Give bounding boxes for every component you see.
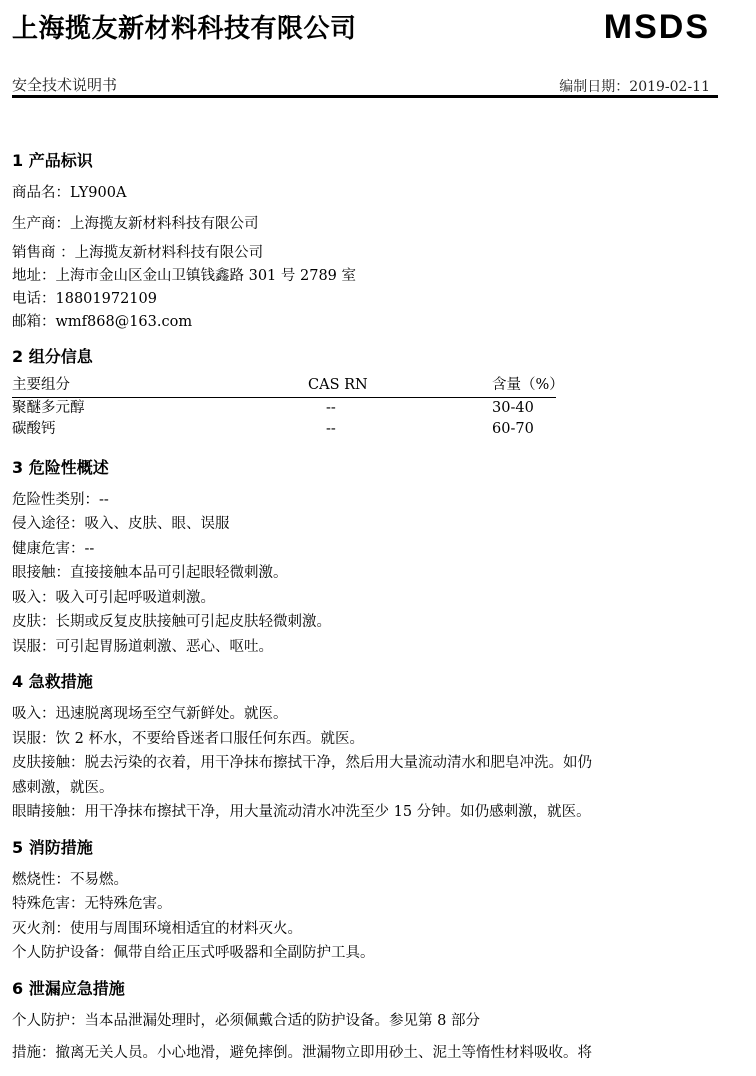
section-title: 1 产品标识: [12, 151, 93, 170]
table-cell: 60-70: [492, 421, 534, 437]
table-cell: 碳酸钙: [12, 421, 56, 437]
first-aid-line: 吸入：迅速脱离现场至空气新鲜处。就医。: [12, 706, 288, 722]
email-line: 邮箱：wmf868@163.com: [12, 314, 193, 330]
seller-line: 销售商 ：上海揽友新材料科技有限公司: [12, 245, 264, 261]
table-cell: 聚醚多元醇: [12, 399, 85, 416]
hazard-line: 侵入途径：吸入、皮肤、眼、误服: [12, 516, 230, 532]
section-title: 2 组分信息: [12, 347, 93, 366]
section-composition: [12, 344, 722, 441]
table-cell: --: [326, 399, 336, 416]
firefighting-line: 燃烧性：不易燃。: [12, 871, 128, 888]
phone-line: 电话：18801972109: [12, 291, 157, 307]
section-title: 6 泄漏应急措施: [12, 978, 125, 998]
date-value: 2019-02-11: [629, 79, 710, 95]
document-body: [12, 148, 722, 1076]
manufacturer-line: 生产商：上海揽友新材料科技有限公司: [12, 215, 259, 232]
section-first-aid: [12, 669, 722, 825]
section-title: 3 危险性概述: [12, 457, 109, 477]
section-title: 5 消防措施: [12, 837, 93, 857]
column-header: 含量（%）: [492, 377, 564, 393]
compile-date: [559, 76, 710, 96]
document-header: [0, 0, 756, 100]
table-cell: 30-40: [492, 399, 534, 416]
hazard-line: 误服：可引起胃肠道刺激、恶心、呕吐。: [12, 638, 273, 655]
hazard-line: 皮肤：长期或反复皮肤接触可引起皮肤轻微刺激。: [12, 614, 331, 630]
spill-line: 措施：撤离无关人员。小心地滑，避免摔倒。泄漏物立即用砂土、泥土等惰性材料吸收。将: [12, 1045, 592, 1061]
first-aid-line: 皮肤接触：脱去污染的衣着，用干净抹布擦拭干净，然后用大量流动清水和肥皂冲洗。如仍: [12, 755, 592, 771]
hazard-line: 眼接触：直接接触本品可引起眼轻微刺激。: [12, 565, 288, 581]
product-name-line: 商品名：LY900A: [12, 185, 127, 201]
header-rule: [12, 95, 718, 98]
table-row: [12, 419, 556, 441]
section-firefighting: [12, 835, 722, 966]
section-hazards: [12, 455, 722, 660]
hazard-line: 健康危害：--: [12, 540, 95, 557]
date-label: 编制日期：: [559, 79, 630, 95]
section-spill-response: [12, 976, 722, 1066]
spill-line: 个人防护：当本品泄漏处理时，必须佩戴合适的防护设备。参见第 8 部分: [12, 1012, 480, 1029]
msds-logo: MSDS: [603, 8, 710, 46]
firefighting-line: 个人防护设备：佩带自给正压式呼吸器和全副防护工具。: [12, 945, 375, 961]
table-header-row: [12, 375, 564, 398]
firefighting-line: 灭火剂：使用与周围环境相适宜的材料灭火。: [12, 920, 302, 937]
section-product-identification: [12, 148, 722, 334]
hazard-line: 吸入：吸入可引起呼吸道刺激。: [12, 589, 215, 606]
column-header: 主要组分: [12, 377, 70, 393]
document-subtitle: 安全技术说明书: [12, 76, 118, 94]
table-cell: --: [326, 421, 336, 437]
firefighting-line: 特殊危害：无特殊危害。: [12, 896, 172, 912]
first-aid-line: 误服：饮 2 杯水，不要给昏迷者口服任何东西。就医。: [12, 730, 364, 747]
first-aid-line: 感刺激，就医。: [12, 779, 114, 796]
section-title: 4 急救措施: [12, 672, 93, 691]
column-header: CAS RN: [308, 377, 368, 393]
address-line: 地址：上海市金山区金山卫镇钱鑫路 301 号 2789 室: [12, 268, 357, 284]
company-name: 上海揽友新材料科技有限公司: [12, 14, 357, 44]
hazard-line: 危险性类别：--: [12, 491, 109, 508]
first-aid-line: 眼睛接触：用干净抹布擦拭干净，用大量流动清水冲洗至少 15 分钟。如仍感刺激，就医。: [12, 804, 591, 820]
table-row: [12, 398, 556, 420]
composition-table: [12, 375, 564, 441]
